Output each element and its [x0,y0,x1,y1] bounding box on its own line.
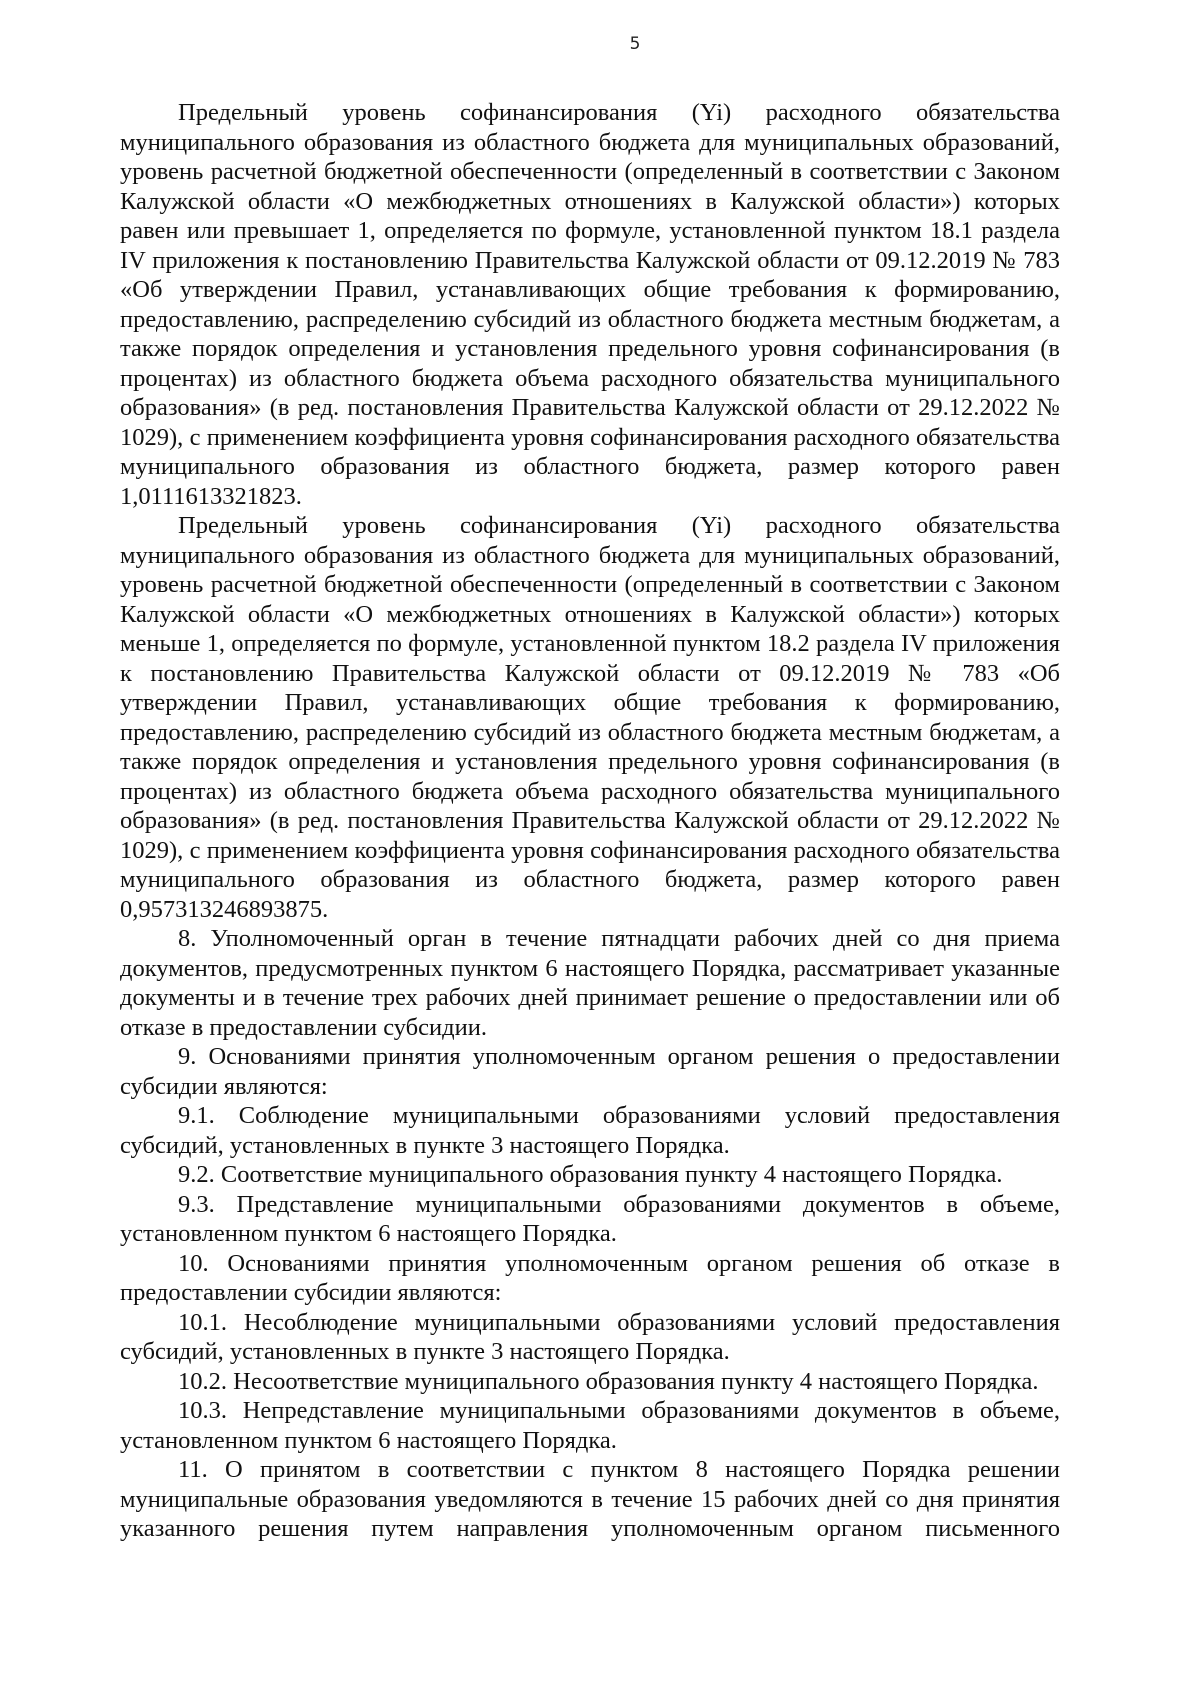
document-body [120,98,1060,1544]
paragraph-item-11: 11. О принятом в соответствии с пунктом 8 настоящего Порядка решении муниципальные образования уведомляются в течение 15 рабочих дней со дня принятия указанного решения путем направления уполномоченным органом письменного [120,1456,1060,1542]
paragraph-item-10-1: 10.1. Несоблюдение муниципальными образованиями условий предоставления субсидий, установленных в пункте 3 настоящего Порядка. [120,1308,1060,1365]
paragraph-item-10-3: 10.3. Непредставление муниципальными образованиями документов в объеме, установленном пунктом 6 настоящего Порядка. [120,1397,1060,1454]
paragraph-item-8: 8. Уполномоченный орган в течение пятнадцати рабочих дней со дня приема документов, предусмотренных пунктом 6 настоящего Порядка, рассматривает указанные документы и в течение трех рабочих дней принимает решение о предоставлении или об отказе в предоставлении субсидии. [120,925,1060,1041]
paragraph-item-9-2: 9.2. Соответствие муниципального образования пункту 4 настоящего Порядка. [178,1161,1003,1188]
paragraph-item-9-1: 9.1. Соблюдение муниципальными образованиями условий предоставления субсидий, установленных в пункте 3 настоящего Порядка. [120,1102,1060,1159]
page-number: 5 [629,34,641,54]
paragraph-cofinancing-level-high: Предельный уровень софинансирования (Yi) расходного обязательства муниципального образования из областного бюджета для муниципальных образований, уровень расчетной бюджетной обеспеченности (определенный в соответствии с Законом Калужской области «О межбюджетных отношениях в Калужской области») которых равен или превышает 1, определяется по формуле, установленной пунктом 18.1 раздела IV приложения к постановлению Правительства Калужской области от 09.12.2019 № 783 «Об утверждении Правил, устанавливающих общие требования к формированию, предоставлению, распределению субсидий из областного бюджета местным бюджетам, а также порядок определения и установления предельного уровня софинансирования (в процентах) из областного бюджета объема расходного обязательства муниципального образования» (в ред. постановления Правительства Калужской области от 29.12.2022 № 1029), с применением коэффициента уровня софинансирования расходного обязательства муниципального образования из областного бюджета, размер которого равен 1,0111613321823. [120,99,1060,510]
paragraph-item-10: 10. Основаниями принятия уполномоченным органом решения об отказе в предоставлении субсидии являются: [120,1249,1060,1306]
paragraph-cofinancing-level-low: Предельный уровень софинансирования (Yi) расходного обязательства муниципального образования из областного бюджета для муниципальных образований, уровень расчетной бюджетной обеспеченности (определенный в соответствии с Законом Калужской области «О межбюджетных отношениях в Калужской области») которых меньше 1, определяется по формуле, установленной пунктом 18.2 раздела IV приложения к постановлению Правительства Калужской области от 09.12.2019 № 783 «Об утверждении Правил, устанавливающих общие требования к формированию, предоставлению, распределению субсидий из областного бюджета местным бюджетам, а также порядок определения и установления предельного уровня софинансирования (в процентах) из областного бюджета объема расходного обязательства муниципального образования» (в ред. постановления Правительства Калужской области от 29.12.2022 № 1029), с применением коэффициента уровня софинансирования расходного обязательства муниципального образования из областного бюджета, размер которого равен 0,957313246893875. [120,512,1060,923]
paragraph-item-9-3: 9.3. Представление муниципальными образованиями документов в объеме, установленном пунктом 6 настоящего Порядка. [120,1190,1060,1247]
paragraph-item-9: 9. Основаниями принятия уполномоченным органом решения о предоставлении субсидии являются: [120,1043,1060,1100]
paragraph-item-10-2: 10.2. Несоответствие муниципального образования пункту 4 настоящего Порядка. [178,1367,1039,1395]
